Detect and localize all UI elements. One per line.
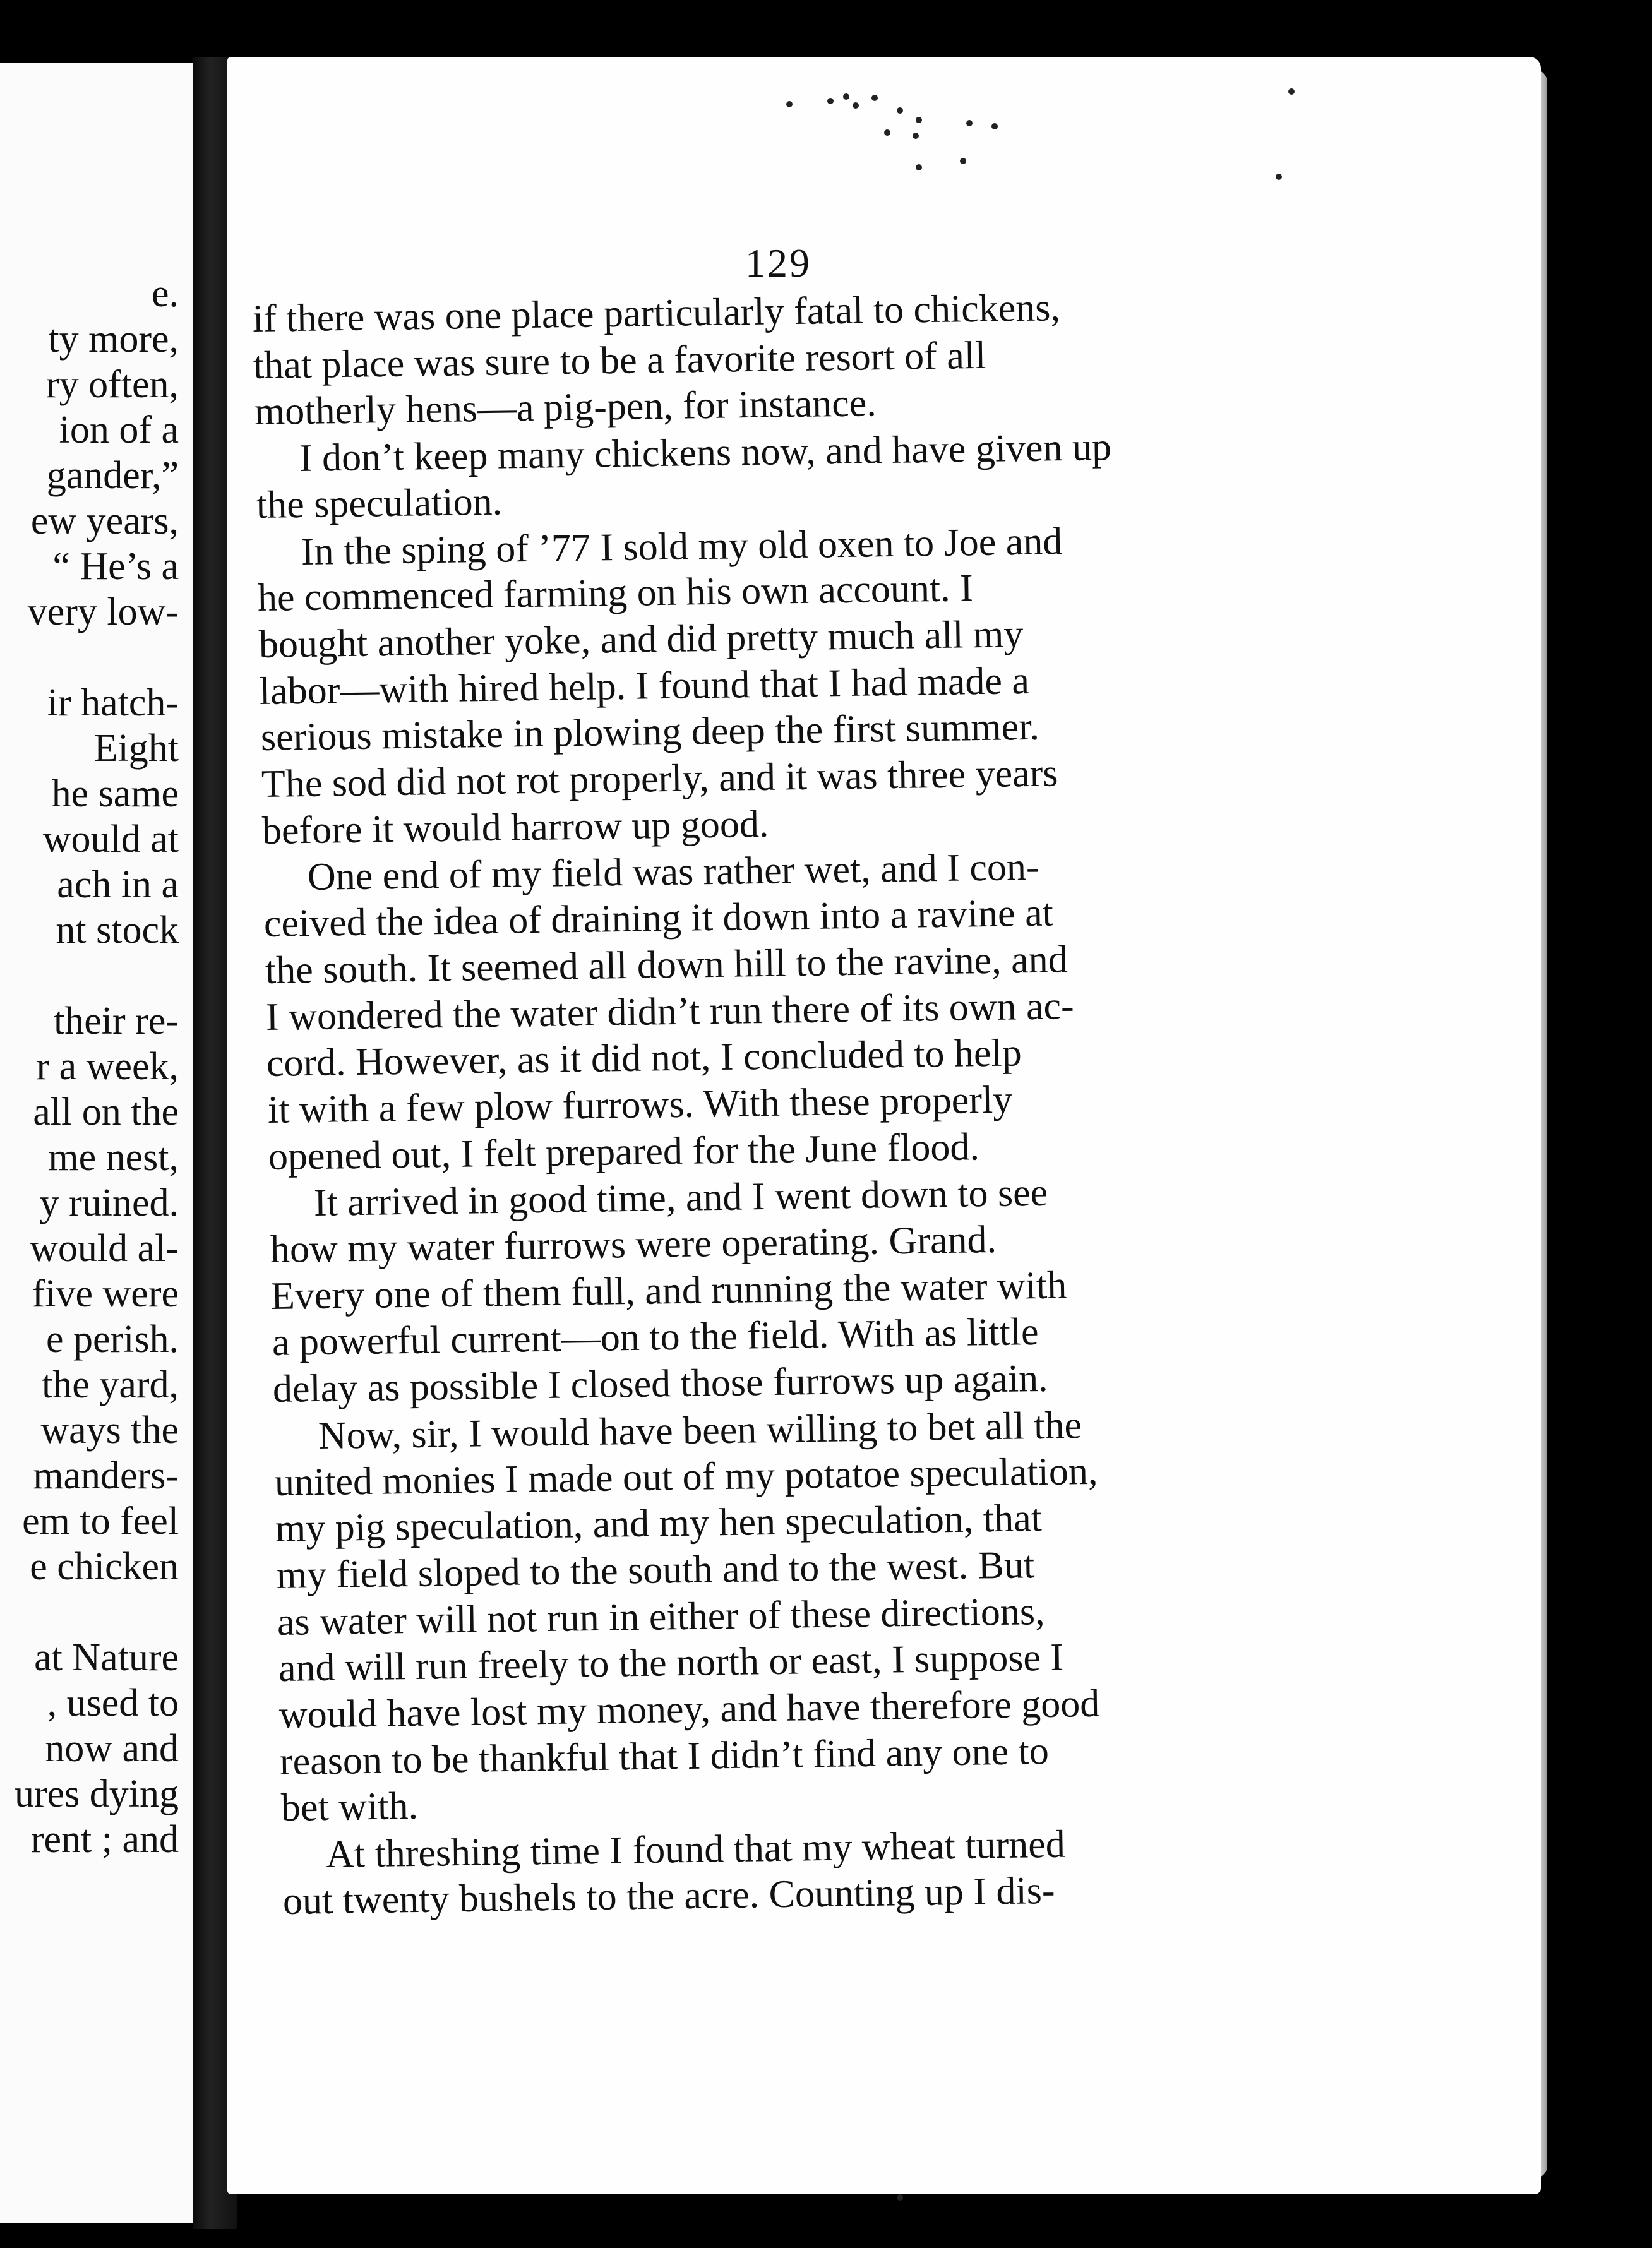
body-text-line: the south. It seemed all down hill to the ravine, and	[265, 938, 1068, 992]
left-text-line: y ruined.	[39, 1181, 179, 1224]
left-page	[0, 63, 193, 2223]
ink-speck	[960, 158, 966, 164]
body-text-line: that place was sure to be a favorite resort of all	[253, 333, 987, 387]
body-text-line: united monies I made out of my potatoe speculation,	[274, 1449, 1098, 1504]
left-text-line: five were	[32, 1272, 179, 1315]
body-text-line: it with a few plow furrows. With these properly	[267, 1078, 1013, 1132]
body-text-line: and will run freely to the north or east, I suppose I	[278, 1635, 1064, 1690]
left-text-line: rent ; and	[30, 1818, 179, 1861]
body-text-line: serious mistake in plowing deep the first summer.	[260, 705, 1039, 760]
left-text-line: very low-	[27, 590, 179, 633]
body-text-line: if there was one place particularly fatal to chickens,	[252, 286, 1061, 340]
ink-speck	[853, 102, 859, 109]
body-text-line: The sod did not rot properly, and it was three years	[261, 751, 1058, 806]
left-text-line: e.	[151, 272, 179, 315]
body-text-line: In the sping of ’77 I sold my old oxen to Joe and	[301, 519, 1063, 573]
left-text-line: ir hatch-	[47, 681, 179, 724]
body-text-line: he commenced farming on his own account. I	[257, 566, 974, 620]
body-text-line: bet with.	[280, 1785, 419, 1830]
body-text-line: bought another yoke, and did pretty much all my	[258, 612, 1024, 666]
ink-speck	[1276, 174, 1282, 180]
left-text-line: he same	[51, 772, 179, 815]
left-text-line: ty more,	[48, 318, 179, 361]
body-text-line: a powerful current—on to the field. With as little	[272, 1310, 1039, 1365]
ink-speck	[913, 133, 919, 139]
body-text-line: reason to be thankful that I didn’t find any one to	[279, 1729, 1050, 1783]
left-text-line: the yard,	[42, 1363, 179, 1406]
body-text-line: delay as possible I closed those furrows up again.	[272, 1356, 1049, 1411]
body-text-line: cord. However, as it did not, I concluded to help	[266, 1031, 1022, 1085]
ink-speck	[871, 95, 878, 101]
left-text-line: “ He’s a	[52, 545, 179, 588]
body-text-line: before it would harrow up good.	[261, 802, 770, 852]
body-text-line: ceived the idea of draining it down into a ravine at	[263, 891, 1054, 946]
ink-speck	[916, 117, 922, 123]
page-number: 129	[745, 241, 811, 285]
body-text-line: I don’t keep many chickens now, and have given up	[299, 426, 1112, 481]
left-text-line: me nest,	[48, 1136, 179, 1179]
left-text-line: now and	[45, 1727, 179, 1770]
left-text-line: gander,”	[46, 454, 179, 497]
ink-speck	[916, 164, 922, 170]
left-text-line: r a week,	[36, 1045, 179, 1088]
left-text-line: ew years,	[30, 499, 179, 542]
left-text-line: ways the	[40, 1409, 179, 1452]
ink-speck	[786, 101, 793, 107]
body-text-line: out twenty bushels to the acre. Counting up I dis-	[282, 1868, 1055, 1923]
left-text-line: Eight	[93, 727, 179, 770]
left-text-line: their re-	[54, 1000, 179, 1043]
body-text-line: labor—with hired help. I found that I had made a	[259, 659, 1030, 713]
ink-speck	[884, 129, 890, 136]
body-text-line: I wondered the water didn’t run there of its own ac-	[265, 984, 1075, 1039]
ink-speck	[991, 123, 998, 129]
left-text-line: ach in a	[57, 863, 179, 906]
left-text-line: would at	[42, 818, 179, 861]
left-text-line: manders-	[33, 1454, 179, 1497]
left-text-line: at Nature	[34, 1636, 179, 1679]
ink-speck	[1288, 88, 1295, 95]
body-text-line: One end of my field was rather wet, and I con-	[307, 846, 1039, 899]
ink-speck	[966, 120, 973, 126]
body-text-line: my field sloped to the south and to the west. But	[276, 1543, 1035, 1597]
left-text-line: would al-	[30, 1227, 179, 1270]
body-text-line: motherly hens—a pig-pen, for instance.	[254, 381, 877, 434]
left-text-line: nt stock	[56, 909, 179, 952]
left-text-line: ures dying	[14, 1773, 179, 1815]
ink-speck	[897, 2194, 903, 2201]
left-text-line: e chicken	[30, 1545, 179, 1588]
left-text-line: em to feel	[22, 1500, 179, 1543]
body-text-line: opened out, I felt prepared for the June flood.	[268, 1125, 980, 1178]
body-text-line: my pig speculation, and my hen speculation, that	[275, 1497, 1043, 1551]
ink-speck	[827, 98, 834, 104]
body-text-line: how my water furrows were operating. Grand.	[270, 1217, 997, 1271]
left-text-line: ry often,	[45, 363, 179, 406]
body-text-line: It arrived in good time, and I went down to see	[313, 1171, 1048, 1225]
ink-speck	[897, 107, 903, 114]
ink-speck	[843, 93, 849, 100]
body-text-line: as water will not run in either of these directions,	[277, 1589, 1046, 1644]
left-text-line: ion of a	[59, 409, 179, 451]
left-text-line: e perish.	[45, 1318, 179, 1361]
body-text-line: Now, sir, I would have been willing to bet all the	[318, 1403, 1082, 1457]
body-text-line: would have lost my money, and have therefore good	[278, 1682, 1100, 1737]
left-text-line: , used to	[47, 1682, 179, 1725]
body-text-line: Every one of them full, and running the water with	[270, 1264, 1068, 1318]
body-text-line: At threshing time I found that my wheat turned	[325, 1822, 1066, 1877]
left-text-line: all on the	[33, 1091, 179, 1133]
body-text-line: the speculation.	[256, 480, 503, 527]
